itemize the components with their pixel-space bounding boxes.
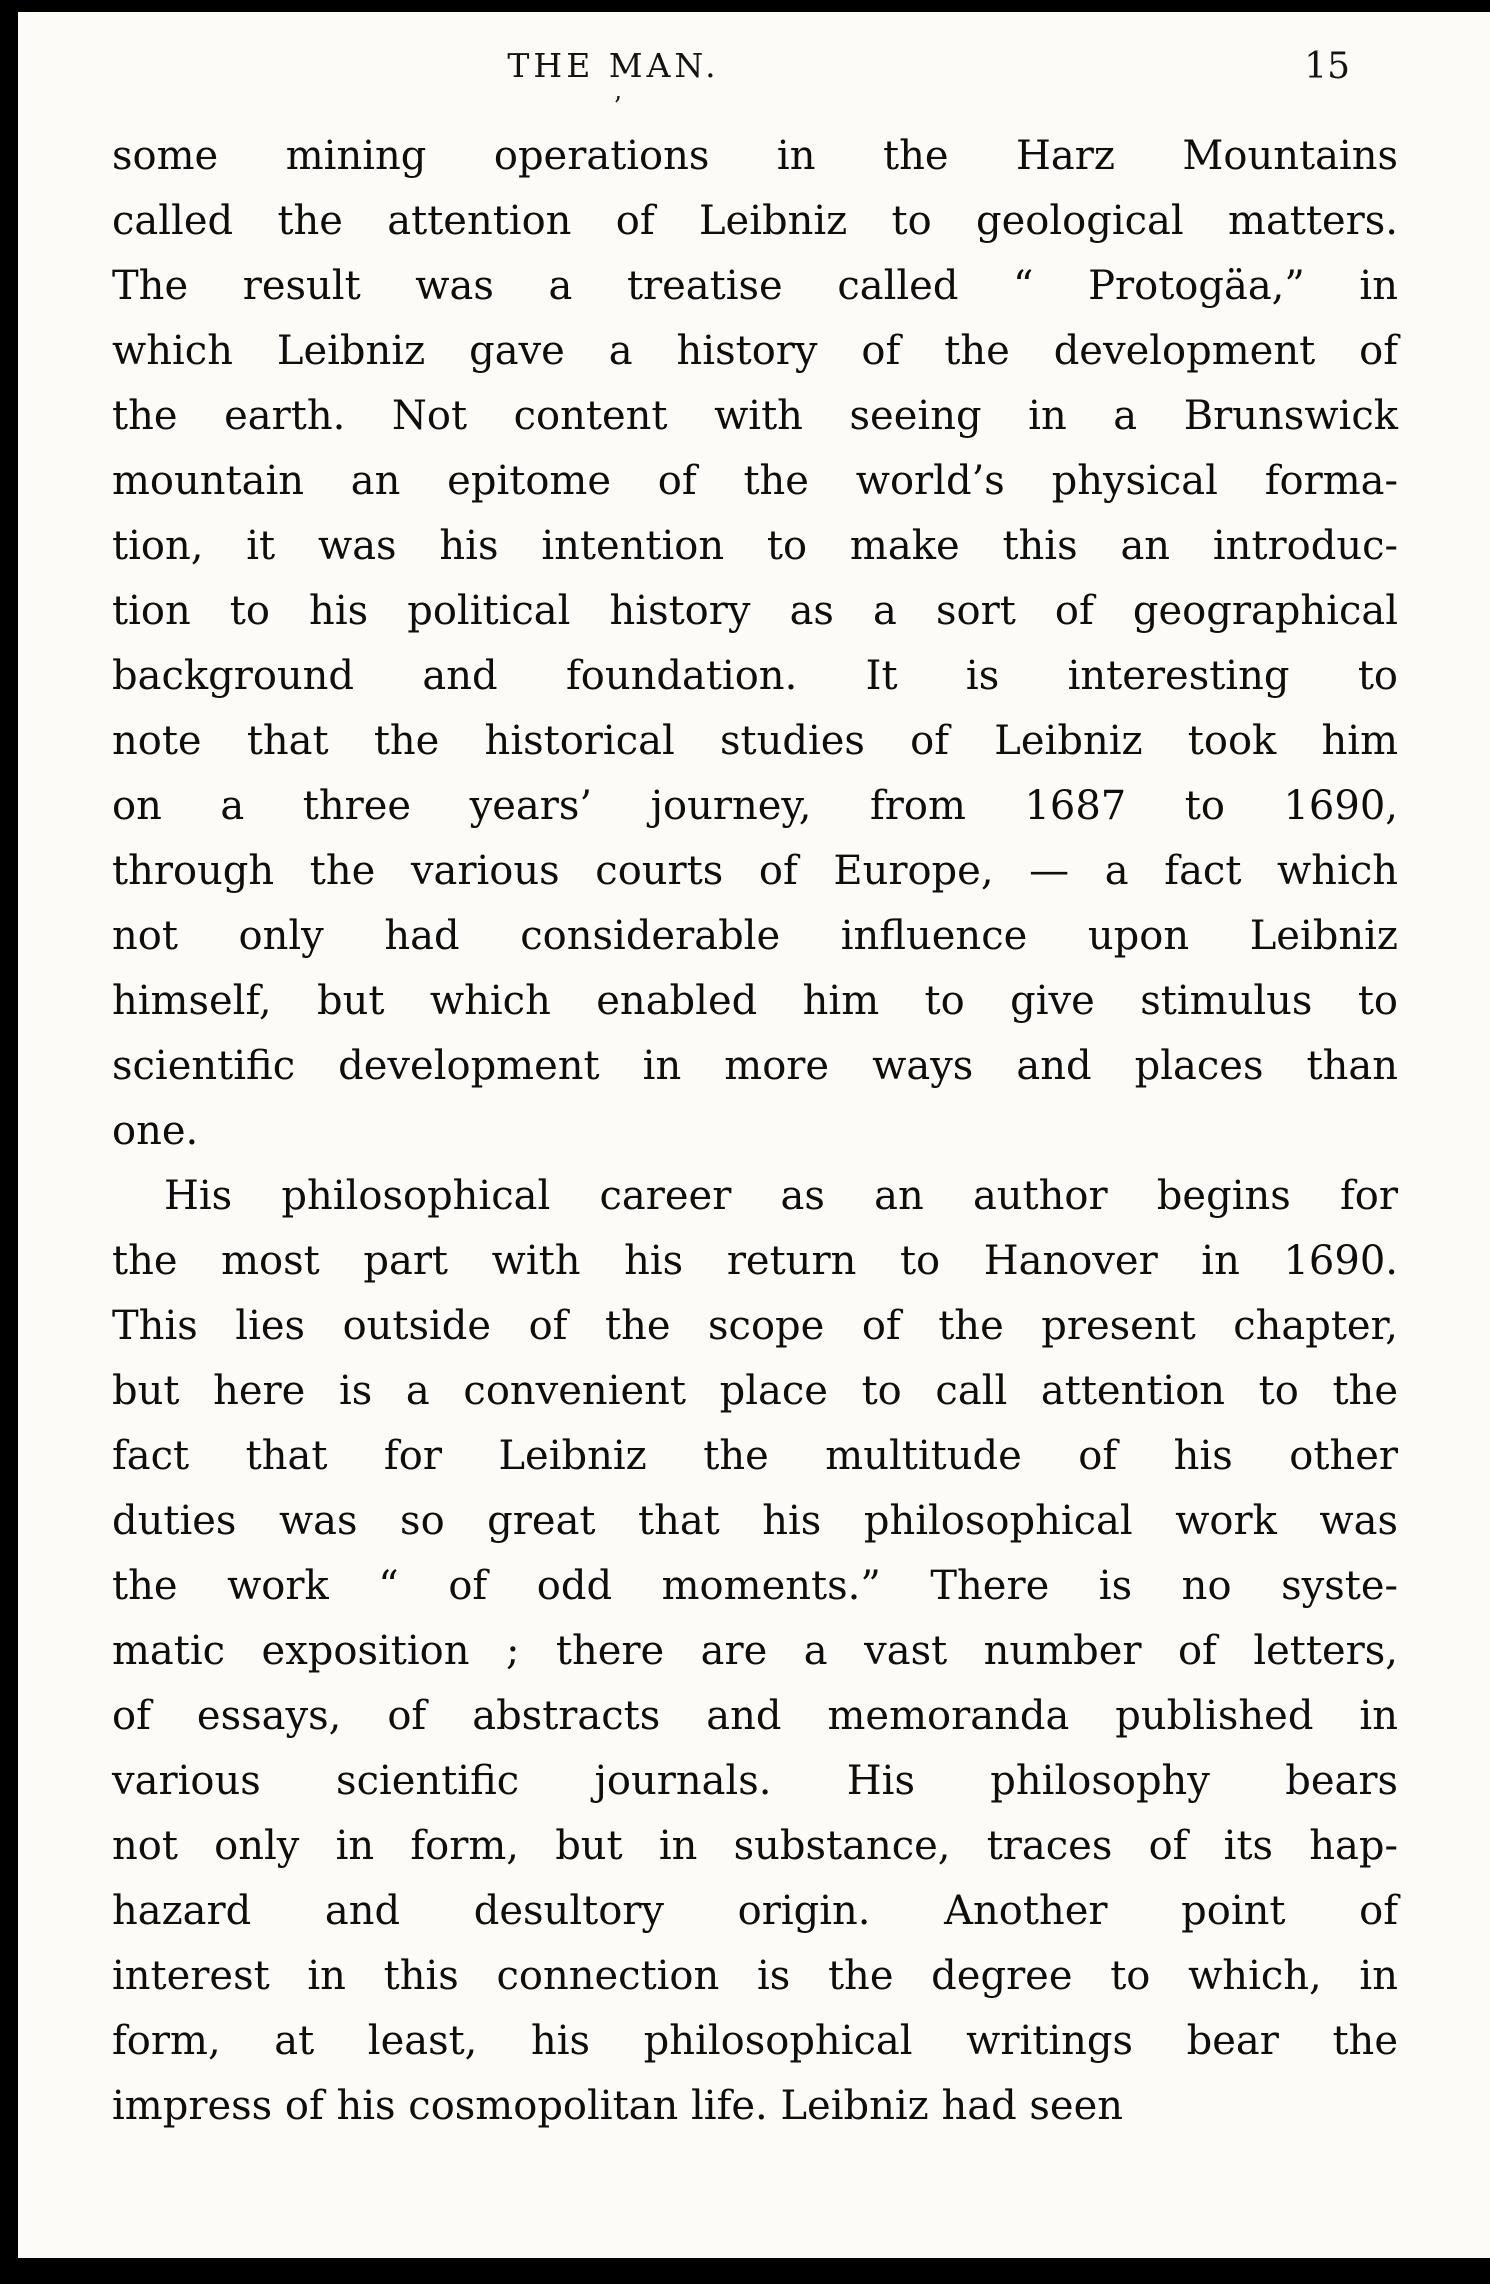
- text-line: various scientific journals. His philosophy bears: [112, 1758, 1398, 1804]
- text-line: tion, it was his intention to make this an introduc-: [112, 523, 1398, 569]
- text-line: called the attention of Leibniz to geological matters.: [112, 198, 1398, 244]
- text-line: which Leibniz gave a history of the development of: [112, 328, 1398, 374]
- text-line: fact that for Leibniz the multitude of his other: [112, 1433, 1398, 1479]
- text-line: not only in form, but in substance, traces of its hap-: [112, 1823, 1398, 1869]
- text-line: His philosophical career as an author begins for: [164, 1173, 1398, 1219]
- text-line: background and foundation. It is interesting to: [112, 653, 1398, 699]
- text-line: not only had considerable influence upon Leibniz: [112, 913, 1398, 959]
- printers-mark-glyph: ’: [613, 92, 622, 122]
- text-line: of essays, of abstracts and memoranda published in: [112, 1693, 1398, 1739]
- text-line: some mining operations in the Harz Mountains: [112, 133, 1398, 179]
- text-line: duties was so great that his philosophical work was: [112, 1498, 1398, 1544]
- text-line: impress of his cosmopolitan life. Leibniz had seen: [112, 2083, 1124, 2129]
- text-line: but here is a convenient place to call attention to the: [112, 1368, 1398, 1414]
- text-line: hazard and desultory origin. Another point of: [112, 1888, 1398, 1934]
- text-line: the earth. Not content with seeing in a Brunswick: [112, 393, 1398, 439]
- text-line: the work “ of odd moments.” There is no syste-: [112, 1563, 1398, 1609]
- text-line: one.: [112, 1108, 199, 1154]
- printers-mark-artifact: [112, 92, 1398, 122]
- text-line: The result was a treatise called “ Protogäa,” in: [112, 263, 1398, 309]
- text-line: This lies outside of the scope of the present chapter,: [112, 1303, 1398, 1349]
- page-body: [112, 124, 1398, 2139]
- running-head: [112, 46, 1398, 92]
- text-line: matic exposition ; there are a vast number of letters,: [112, 1628, 1398, 1674]
- text-line: through the various courts of Europe, — a fact which: [112, 848, 1398, 894]
- text-line: mountain an epitome of the world’s physical forma-: [112, 458, 1398, 504]
- text-line: the most part with his return to Hanover in 1690.: [112, 1238, 1398, 1284]
- paragraph-1: [112, 124, 1398, 1164]
- paragraph-2: [112, 1164, 1398, 2139]
- text-line: himself, but which enabled him to give stimulus to: [112, 978, 1398, 1024]
- running-header-title: THE MAN.: [507, 46, 720, 85]
- text-line: scientific development in more ways and places than: [112, 1043, 1398, 1089]
- text-line: interest in this connection is the degree to which, in: [112, 1953, 1398, 1999]
- text-line: tion to his political history as a sort of geographical: [112, 588, 1398, 634]
- text-line: on a three years’ journey, from 1687 to 1690,: [112, 783, 1398, 829]
- text-line: form, at least, his philosophical writings bear the: [112, 2018, 1398, 2064]
- page-number: 15: [1304, 46, 1350, 87]
- book-page: [18, 12, 1490, 2258]
- text-line: note that the historical studies of Leibniz took him: [112, 718, 1398, 764]
